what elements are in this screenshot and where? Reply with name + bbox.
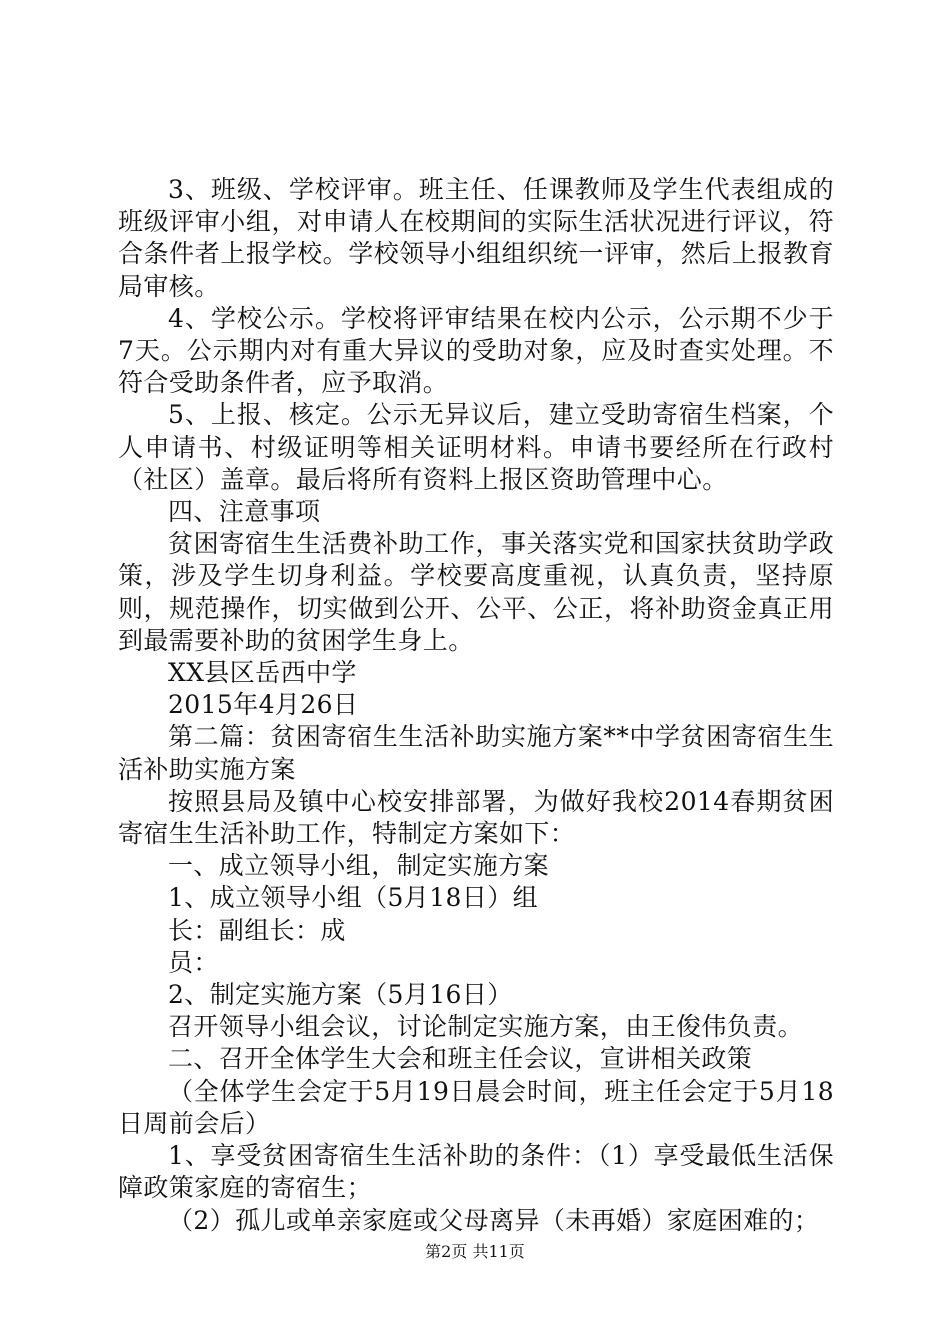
item-establish-group: 1、成立领导小组（5月18日）组 <box>168 883 539 913</box>
paragraph-report-verify: 5、上报、核定。公示无异议后，建立受助寄宿生档案，个人申请书、村级证明等相关证明材料。申请书要经所在行政村（社区）盖章。最后将所有资料上报区资助管理中心。 <box>118 400 834 494</box>
section-title-part-two: 第二篇：贫困寄宿生生活补助实施方案**中学贫困寄宿生生活补助实施方案 <box>118 722 834 784</box>
item-members: 员： <box>168 947 219 977</box>
paragraph-class-school-review: 3、班级、学校评审。班主任、任课教师及学生代表组成的班级评审小组，对申请人在校期间的实际生活状况进行评议，符合条件者上报学校。学校领导小组组织统一评审，然后上报教育局审核。 <box>118 175 834 301</box>
signature-school-name: XX县区岳西中学 <box>168 658 357 688</box>
section-heading-leadership: 一、成立领导小组，制定实施方案 <box>168 851 550 881</box>
paragraph-meeting: 召开领导小组会议，讨论制定实施方案，由王俊伟负责。 <box>168 1012 804 1042</box>
item-orphan-single-parent: （2）孤儿或单亲家庭或父母离异（未再婚）家庭困难的； <box>168 1205 820 1235</box>
paragraph-notes-body: 贫困寄宿生生活费补助工作，事关落实党和国家扶贫助学政策，涉及学生切身利益。学校要高度重视，认真负责，坚持原则，规范操作，切实做到公开、公平、公正，将补助资金真正用到最需要补助的贫困学生身上。 <box>118 529 834 655</box>
item-group-roles: 长：副组长：成 <box>168 915 346 945</box>
paragraph-school-publicity: 4、学校公示。学校将评审结果在校内公示，公示期不少于7天。公示期内对有重大异议的受助对象，应及时查实处理。不符合受助条件者，应予取消。 <box>118 303 834 398</box>
section-heading-assembly: 二、召开全体学生大会和班主任会议，宣讲相关政策 <box>168 1044 753 1074</box>
page-footer: 第2页 共11页 <box>425 1242 525 1261</box>
section-heading-notes: 四、注意事项 <box>168 497 321 527</box>
document-body <box>118 174 834 1237</box>
paragraph-intro: 按照县局及镇中心校安排部署，为做好我校2014春期贫困寄宿生生活补助工作，特制定方案如下： <box>118 786 834 849</box>
item-eligibility-conditions: 1、享受贫困寄宿生生活补助的条件：（1）享受最低生活保障政策家庭的寄宿生； <box>118 1141 834 1203</box>
paragraph-assembly-schedule: （全体学生会定于5月19日晨会时间，班主任会定于5月18日周前会后） <box>118 1076 834 1138</box>
item-plan-formulation: 2、制定实施方案（5月16日） <box>168 980 513 1010</box>
signature-date: 2015年4月26日 <box>168 690 359 720</box>
